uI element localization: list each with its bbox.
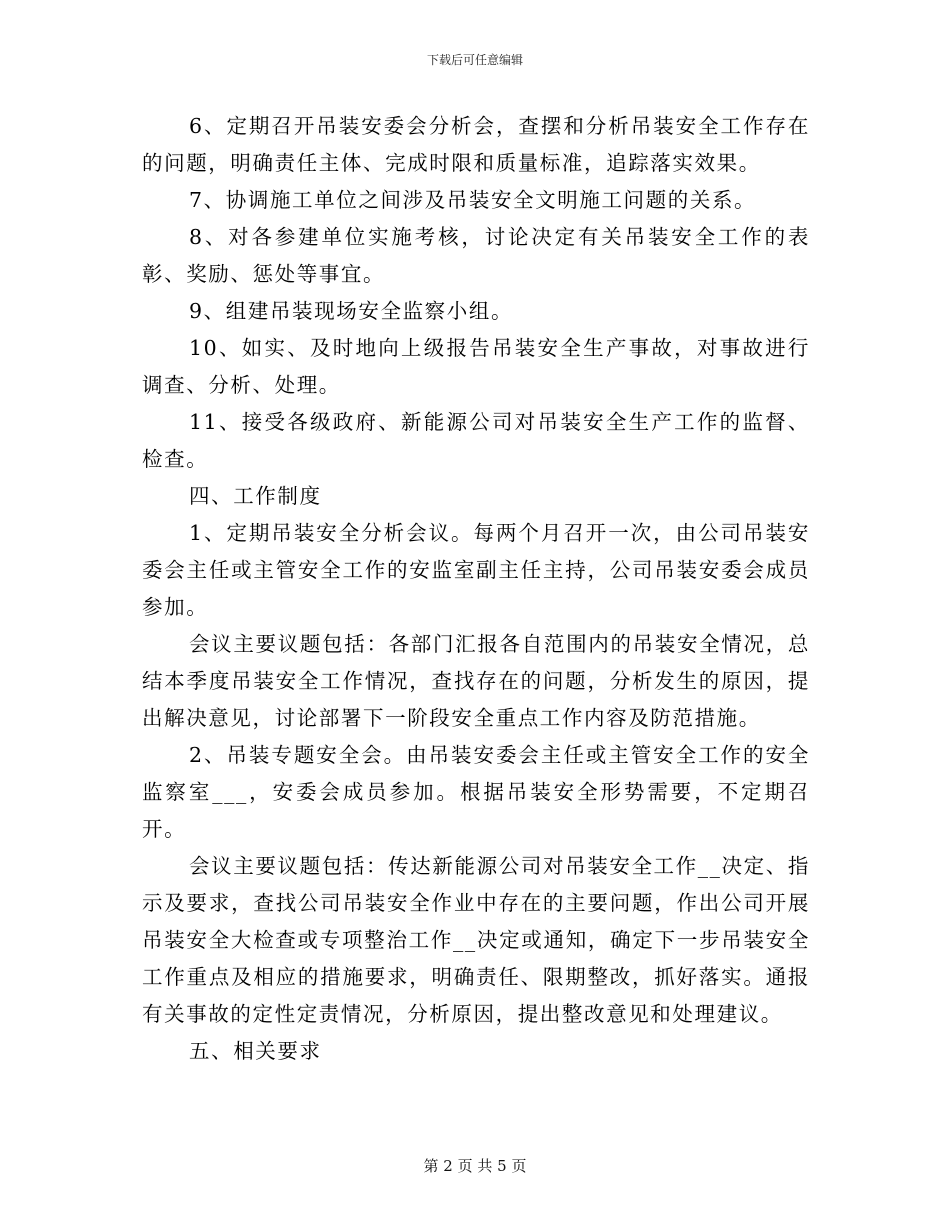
paragraph-item-11: 11、接受各级政府、新能源公司对吊装安全生产工作的监督、检查。: [142, 410, 810, 471]
paragraph-special-meeting: 2、吊装专题安全会。由吊装安委会主任或主管安全工作的安全监察室___，安委会成员参加。根据吊装安全形势需要，不定期召开。: [142, 743, 810, 841]
paragraph-item-10: 10、如实、及时地向上级报告吊装安全生产事故，对事故进行调查、分析、处理。: [142, 336, 810, 397]
paragraph-regular-meeting: 1、定期吊装安全分析会议。每两个月召开一次，由公司吊装安委会主任或主管安全工作的安监室副主任主持，公司吊装安委会成员参加。: [142, 521, 810, 619]
page-number-footer: 第 2 页 共 5 页: [423, 1157, 527, 1175]
paragraph-item-9: 9、组建吊装现场安全监察小组。: [189, 299, 514, 323]
page-header: 下载后可任意编辑: [426, 53, 523, 67]
paragraph-item-6: 6、定期召开吊装安委会分析会，查摆和分析吊装安全工作存在的问题，明确责任主体、完成时限和质量标准，追踪落实效果。: [142, 114, 810, 175]
section-heading-work-system: 四、工作制度: [189, 484, 322, 508]
paragraph-regular-meeting-topics: 会议主要议题包括：各部门汇报各自范围内的吊装安全情况，总结本季度吊装安全工作情况，查找存在的问题，分析发生的原因，提出解决意见，讨论部署下一阶段安全重点工作内容及防范措施。: [142, 632, 810, 730]
document-body: [142, 108, 810, 1070]
paragraph-item-7: 7、协调施工单位之间涉及吊装安全文明施工问题的关系。: [189, 188, 757, 212]
paragraph-item-8: 8、对各参建单位实施考核，讨论决定有关吊装安全工作的表彰、奖励、惩处等事宜。: [142, 225, 810, 286]
paragraph-special-meeting-topics: 会议主要议题包括：传达新能源公司对吊装安全工作__决定、指示及要求，查找公司吊装安全作业中存在的主要问题，作出公司开展吊装安全大检查或专项整治工作__决定或通知，确定下一步吊装安全工作重点及相应的措施要求，明确责任、限期整改，抓好落实。通报有关事故的定性定责情况，分析原因，提出整改意见和处理建议。: [142, 854, 810, 1026]
section-heading-requirements: 五、相关要求: [189, 1039, 322, 1063]
